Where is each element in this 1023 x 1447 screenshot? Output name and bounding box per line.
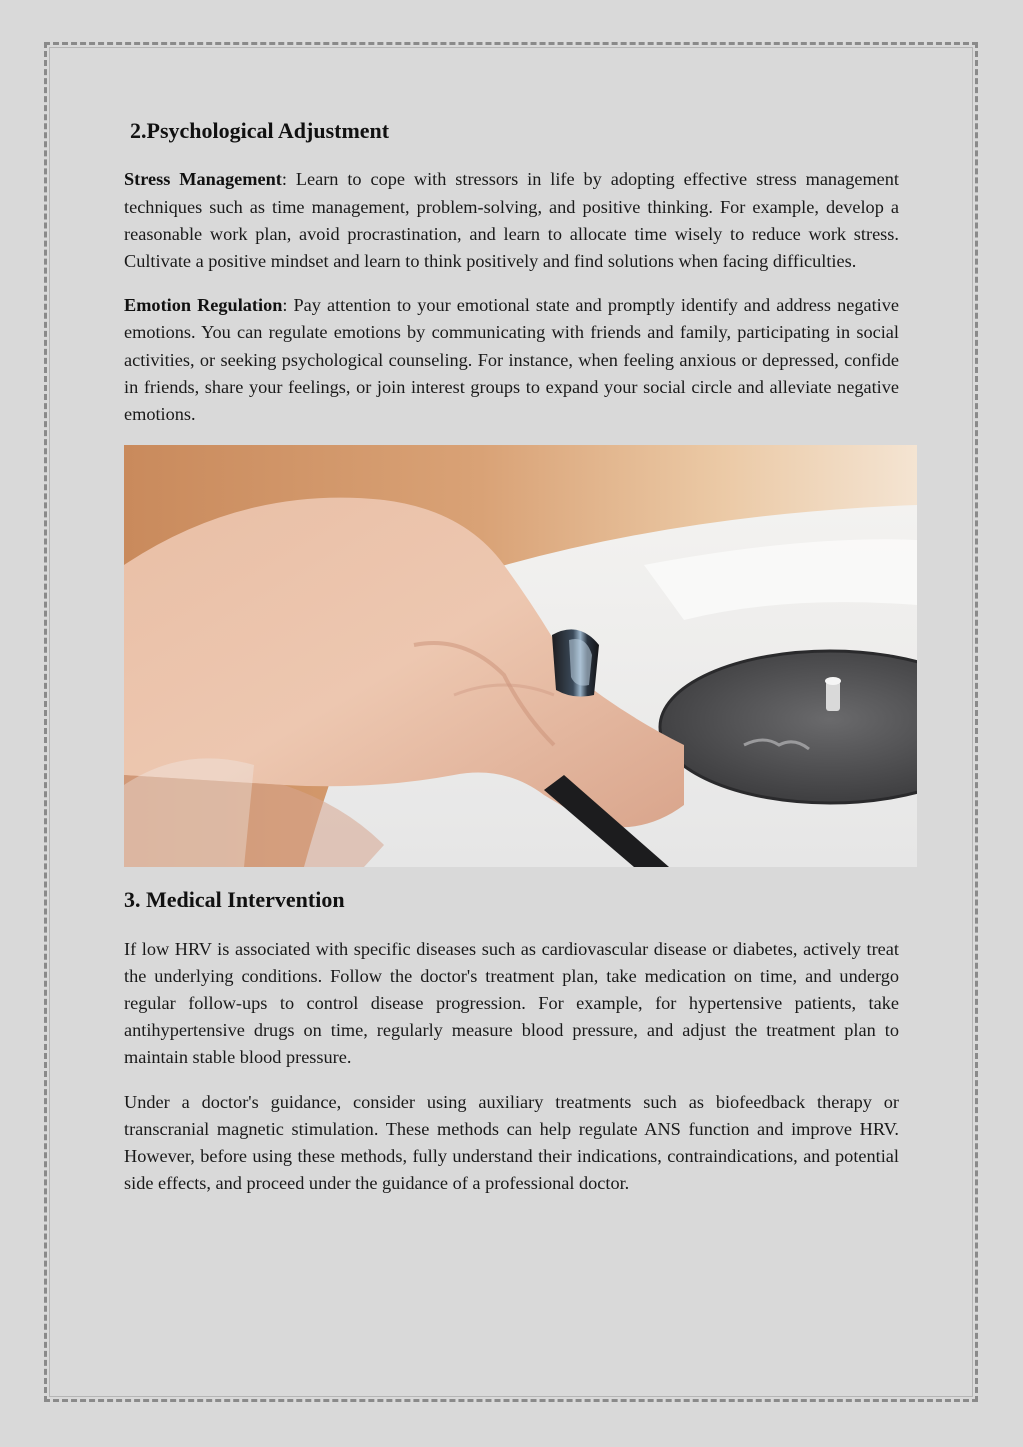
paragraph-medical-1: If low HRV is associated with specific diseases such as cardiovascular disease or diabetes, actively treat the underlying conditions. Follow the doctor's treatment plan, take medication on time, and undergo regular follow-ups to control disease progression. For example, for hypertensive patients, take antihypertensive drugs on time, regularly measure blood pressure, and adjust the treatment plan to maintain stable blood pressure. [124,938,899,1068]
smart-ring-hand-photo [124,445,917,867]
heading-psychological-adjustment: 2.Psychological Adjustment [130,118,390,143]
paragraph-medical-2: Under a doctor's guidance, consider using auxiliary treatments such as biofeedback therapy or transcranial magnetic stimulation. These methods can help regulate ANS function and improve HRV. However, before using these methods, fully understand their indications, contraindications, and potential side effects, and proceed under the guidance of a professional doctor. [124,1091,899,1194]
term-stress-management: Stress Management [124,169,282,190]
text-stress-management: : Learn to cope with stressors in life by adopting effective stress management techniques such as time management, problem-solving, and positive thinking. For example, develop a reasonable work plan, avoid procrastination, and learn to allocate time wisely to reduce work stress. Cultivate a positive mindset and learn to think positively and find solutions when facing difficulties. [124,169,899,271]
document-content [124,118,899,1214]
text-emotion-regulation: : Pay attention to your emotional state and promptly identify and address negative emotions. You can regulate emotions by communicating with friends and family, participating in social activities, or seeking psychological counseling. For instance, when feeling anxious or depressed, confide in friends, share your feelings, or join interest groups to expand your social circle and alleviate negative emotions. [124,295,899,425]
term-emotion-regulation: Emotion Regulation [124,295,283,316]
paragraph-stress-management [124,166,899,275]
heading-medical-intervention: 3. Medical Intervention [124,887,345,913]
paragraph-emotion-regulation [124,292,899,428]
